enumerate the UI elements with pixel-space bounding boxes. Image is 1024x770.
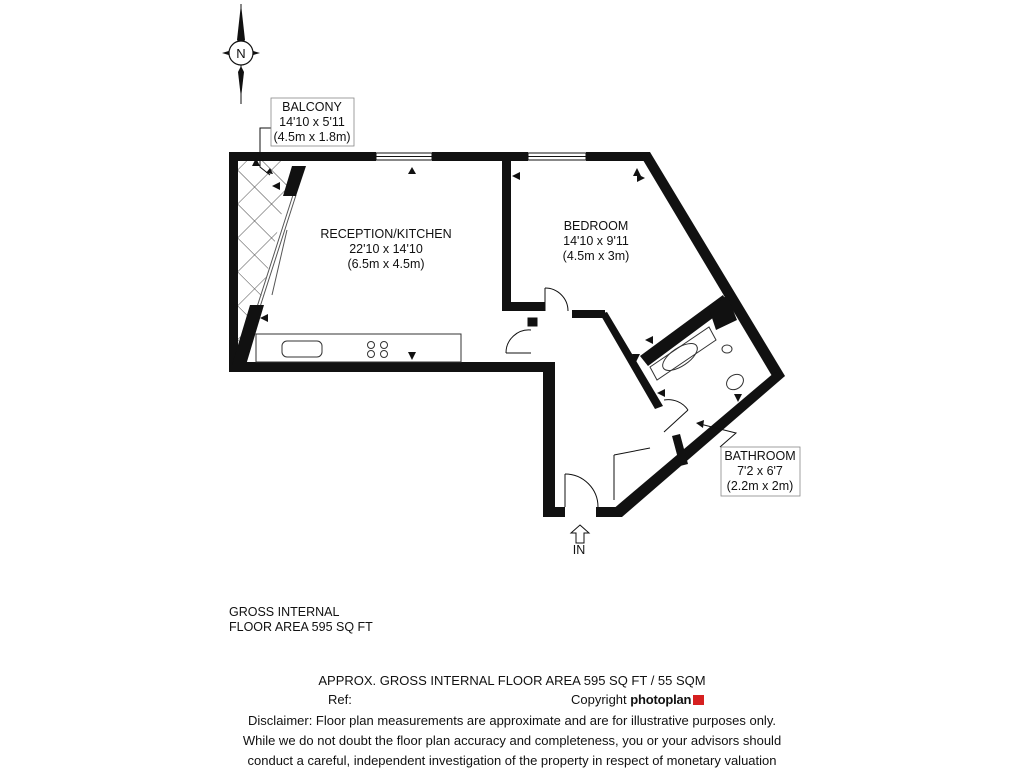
reception-label bbox=[320, 227, 451, 271]
reception-imperial: 22'10 x 14'10 bbox=[349, 242, 423, 256]
bathroom-fixtures bbox=[650, 327, 746, 393]
disclaimer-line-3: conduct a careful, independent investigation of the property in respect of monetary valuation bbox=[247, 753, 777, 768]
bedroom-label bbox=[563, 219, 630, 263]
reception-name: RECEPTION/KITCHEN bbox=[320, 227, 452, 241]
gross-area-line2: FLOOR AREA 595 SQ FT bbox=[229, 620, 373, 634]
balcony-imperial: 14'10 x 5'11 bbox=[279, 115, 345, 129]
brand-logo: photoplan bbox=[630, 692, 692, 707]
ref-label: Ref: bbox=[328, 692, 352, 707]
copyright bbox=[571, 692, 704, 707]
compass-label: N bbox=[236, 46, 246, 61]
reception-metric: (6.5m x 4.5m) bbox=[347, 257, 425, 271]
bedroom-metric: (4.5m x 3m) bbox=[562, 249, 630, 263]
gross-area-line1: GROSS INTERNAL bbox=[229, 605, 340, 619]
bathroom-imperial: 7'2 x 6'7 bbox=[737, 464, 783, 478]
photoplan-icon bbox=[693, 695, 704, 705]
kitchen-counter bbox=[256, 334, 461, 362]
copyright-prefix: Copyright bbox=[571, 692, 627, 707]
entrance-arrow bbox=[571, 525, 589, 557]
gross-internal-note bbox=[229, 605, 373, 635]
north-arrow bbox=[222, 4, 260, 104]
approx-area: APPROX. GROSS INTERNAL FLOOR AREA 595 SQ FT / 55 SQM bbox=[318, 673, 706, 688]
balcony-name: BALCONY bbox=[282, 100, 342, 114]
bedroom-imperial: 14'10 x 9'11 bbox=[563, 234, 629, 248]
balcony-metric: (4.5m x 1.8m) bbox=[273, 130, 351, 144]
bedroom-name: BEDROOM bbox=[563, 219, 629, 233]
disclaimer-line-1: Disclaimer: Floor plan measurements are approximate and are for illustrative purposes only. bbox=[248, 713, 776, 728]
bathroom-name: BATHROOM bbox=[724, 449, 796, 463]
bathroom-metric: (2.2m x 2m) bbox=[726, 479, 794, 493]
entrance-label: IN bbox=[572, 543, 586, 557]
disclaimer-line-2: While we do not doubt the floor plan accuracy and completeness, you or your advisors should bbox=[242, 733, 782, 748]
